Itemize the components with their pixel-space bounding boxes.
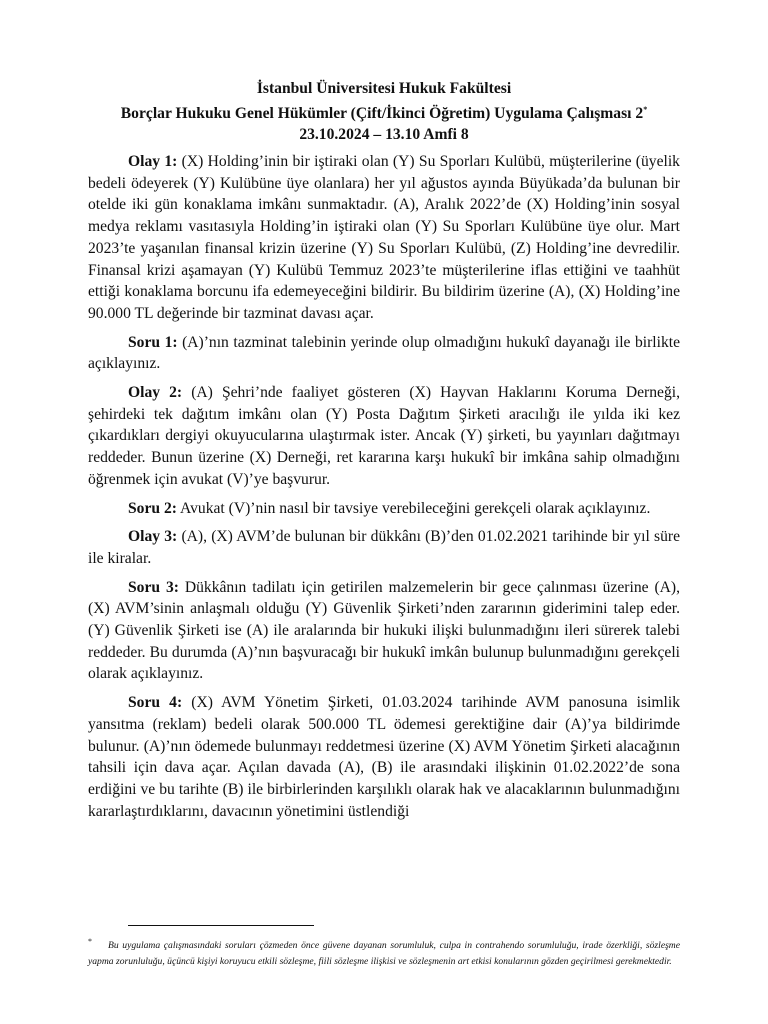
question-2-paragraph (88, 498, 680, 520)
case-2-text: (A) Şehri’nde faaliyet gösteren (X) Hayvan Haklarını Koruma Derneği, şehirdeki tek dağıtım imkânı olan (Y) Posta Dağıtım Şirketi aracılığı ile yılda iki kez çıkardıkları dergiyi okuyucularına ulaştırmak ister. Ancak (Y) şirketi, bu yayınları dağıtmayı reddeder. Bunun üzerine (X) Derneği, ret kararına karşı hukukî bir imkâna sahip olmadığını öğrenmek için avukat (V)’ye başvurur. (88, 384, 680, 488)
footnote-divider (128, 925, 314, 926)
case-3-label: Olay 3: (128, 528, 178, 546)
footnote-mark: * (88, 937, 92, 946)
footnote-reference: * (643, 105, 648, 114)
case-1-label: Olay 1: (128, 153, 178, 170)
question-1-label: Soru 1: (128, 333, 178, 351)
case-1-paragraph (88, 151, 680, 325)
question-3-text: Dükkânın tadilatı için getirilen malzemelerin bir gece çalınması üzerine (A), (X) AVM’sinin anlaşmalı olduğu (Y) Güvenlik Şirketi’nden zararının giderimini talep eder. (Y) Güvenlik Şirketi ise (A) ile aralarında bir hukuki ilişki bulunmadığını ileri sürerek talebi reddeder. Bu durumda (A)’nın başvuracağı bir hukukî imkân bulunup bulunmadığını gerekçeli olarak açıklayınız. (88, 578, 680, 683)
case-3-paragraph (88, 526, 680, 569)
question-1-text: (A)’nın tazminat talebinin yerinde olup olmadığını hukukî dayanağı ile birlikte açıklayınız. (88, 333, 681, 373)
case-1-text: (X) Holding’inin bir iştiraki olan (Y) Su Sporları Kulübü, müşterilerine (üyelik bedeli ödeyerek (Y) Kulübüne üye olanlara) her yıl ağustos ayında Büyükada’da bulunan bir otelde iki gün konaklama imkânı sunmaktadır. (A), Aralık 2022’de (X) Holding’inin sosyal medya reklamı vasıtasıyla Holding’in iştiraki olan (Y) Su Sporları Kulübüne üye olur. Mart 2023’te yaşanılan finansal krizin üzerine (Y) Su Sporları Kulübü, (Z) Holding’ine devredilir. Finansal krizi aşamayan (Y) Kulübü Temmuz 2023’te müşterilerine iflas ettiğini ve taahhüt ettiği konaklama borcunu ifa edemeyeceğini bildirir. Bu bildirim üzerine (A), (X) Holding’ine 90.000 TL değerinde bir tazminat davası açar. (88, 153, 680, 322)
course-title: Borçlar Hukuku Genel Hükümler (Çift/İkinci Öğretim) Uygulama Çalışması 2* (120, 105, 648, 122)
question-4-paragraph (88, 692, 680, 822)
case-3-text: (A), (X) AVM’de bulunan bir dükkânı (B)’den 01.02.2021 tarihinde bir yıl süre ile kiralar. (88, 528, 680, 567)
session-date-location: 23.10.2024 – 13.10 Amfi 8 (299, 126, 469, 143)
question-2-label: Soru 2: (128, 499, 177, 517)
case-2-label: Olay 2: (128, 384, 183, 402)
question-3-label: Soru 3: (128, 578, 179, 596)
footnote-text: Bu uygulama çalışmasındaki soruları çözmeden önce güvene dayanan sorumluluk, culpa in contrahendo sorumluluğu, irade özerkliği, sözleşme yapma zorunluluğu, üçüncü kişiyi koruyucu etkili sözleşme, fiili sözleşme ilişkisi ve sözleşmenin art etkisi konularının gözden geçirilmesi gerekmektedir. (88, 940, 680, 967)
footnote (88, 934, 680, 969)
case-2-paragraph (88, 382, 680, 491)
question-3-paragraph (88, 577, 680, 686)
question-2-text: Avukat (V)’nin nasıl bir tavsiye verebileceğini gerekçeli olarak açıklayınız. (176, 499, 651, 517)
question-4-label: Soru 4: (128, 694, 183, 712)
question-1-paragraph (88, 332, 680, 375)
document-header (88, 78, 680, 145)
question-4-text: (X) AVM Yönetim Şirketi, 01.03.2024 tarihinde AVM panosuna isimlik yansıtma (reklam) bedeli olarak 500.000 TL ödemesi gerektiğine dair (A)’ya bildirimde bulunur. (A)’nın ödemede bulunmayı reddetmesi üzerine (X) AVM Yönetim Şirketi alacağının tahsili için dava açar. Açılan davada (A), (B) ile arasındaki ilişkinin 01.02.2022’de sona erdiğini ve bu tarihte (B) ile birbirlerinden karşılıklı olarak hak ve alacaklarının bulunmadığını kararlaştırdıklarını, davacının yönetimini üstlendiği (88, 694, 680, 820)
university-title: İstanbul Üniversitesi Hukuk Fakültesi (256, 80, 512, 97)
